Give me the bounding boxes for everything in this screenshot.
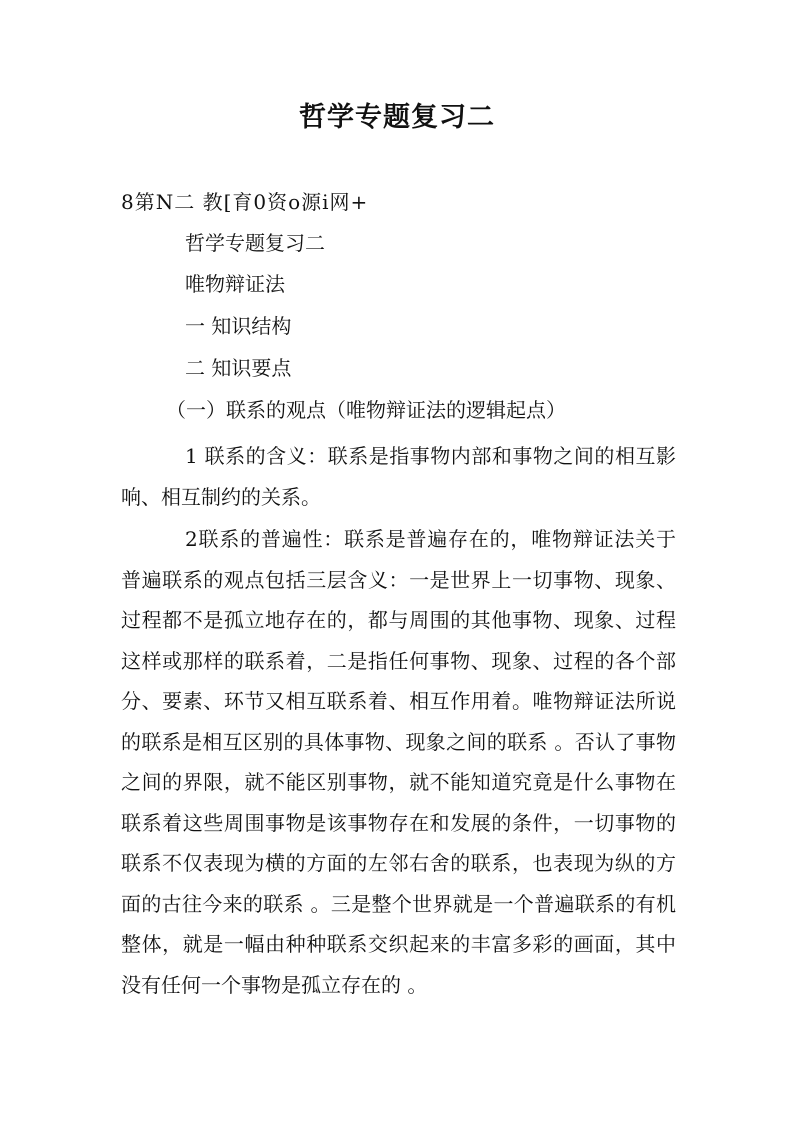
topic-heading: 唯物辩证法 [185, 272, 285, 296]
subsection-heading: （一）联系的观点（唯物辩证法的逻辑起点） [166, 398, 566, 422]
paragraph-definition: 1 联系的含义：联系是指事物内部和事物之间的相互影响、相互制约的关系。 [121, 444, 676, 509]
document-title: 哲学专题复习二 [299, 102, 495, 133]
subtitle-line: 哲学专题复习二 [185, 231, 325, 255]
section-heading-structure: 一 知识结构 [185, 314, 292, 338]
paragraph-universality: 2联系的普遍性：联系是普遍存在的，唯物辩证法关于普遍联系的观点包括三层含义：一是世界上一切事物、现象、过程都不是孤立地存在的，都与周围的其他事物、现象、过程这样或那样的联系着，二是指任何事物、现象、过程的各个部分、要素、环节又相互联系着、相互作用着。唯物辩证法所说的联系是相互区别的具体事物、现象之间的联系 。否认了事物之间的界限，就不能区别事物，就不能知道究竟是什么事物在联系着这些周围事物是该事物存在和发展的条件，一切事物的联系不仅表现为横的方面的左邻右舍的联系，也表现为纵的方面的古往今来的联系 。三是整个世界就是一个普遍联系的有机整体，就是一幅由种种联系交织起来的丰富多彩的画面，其中没有任何一个事物是孤立存在的 。 [121, 527, 676, 997]
source-line: 8第N二 教[育0资o源i网+ [121, 190, 369, 214]
section-heading-points: 二 知识要点 [185, 356, 292, 380]
